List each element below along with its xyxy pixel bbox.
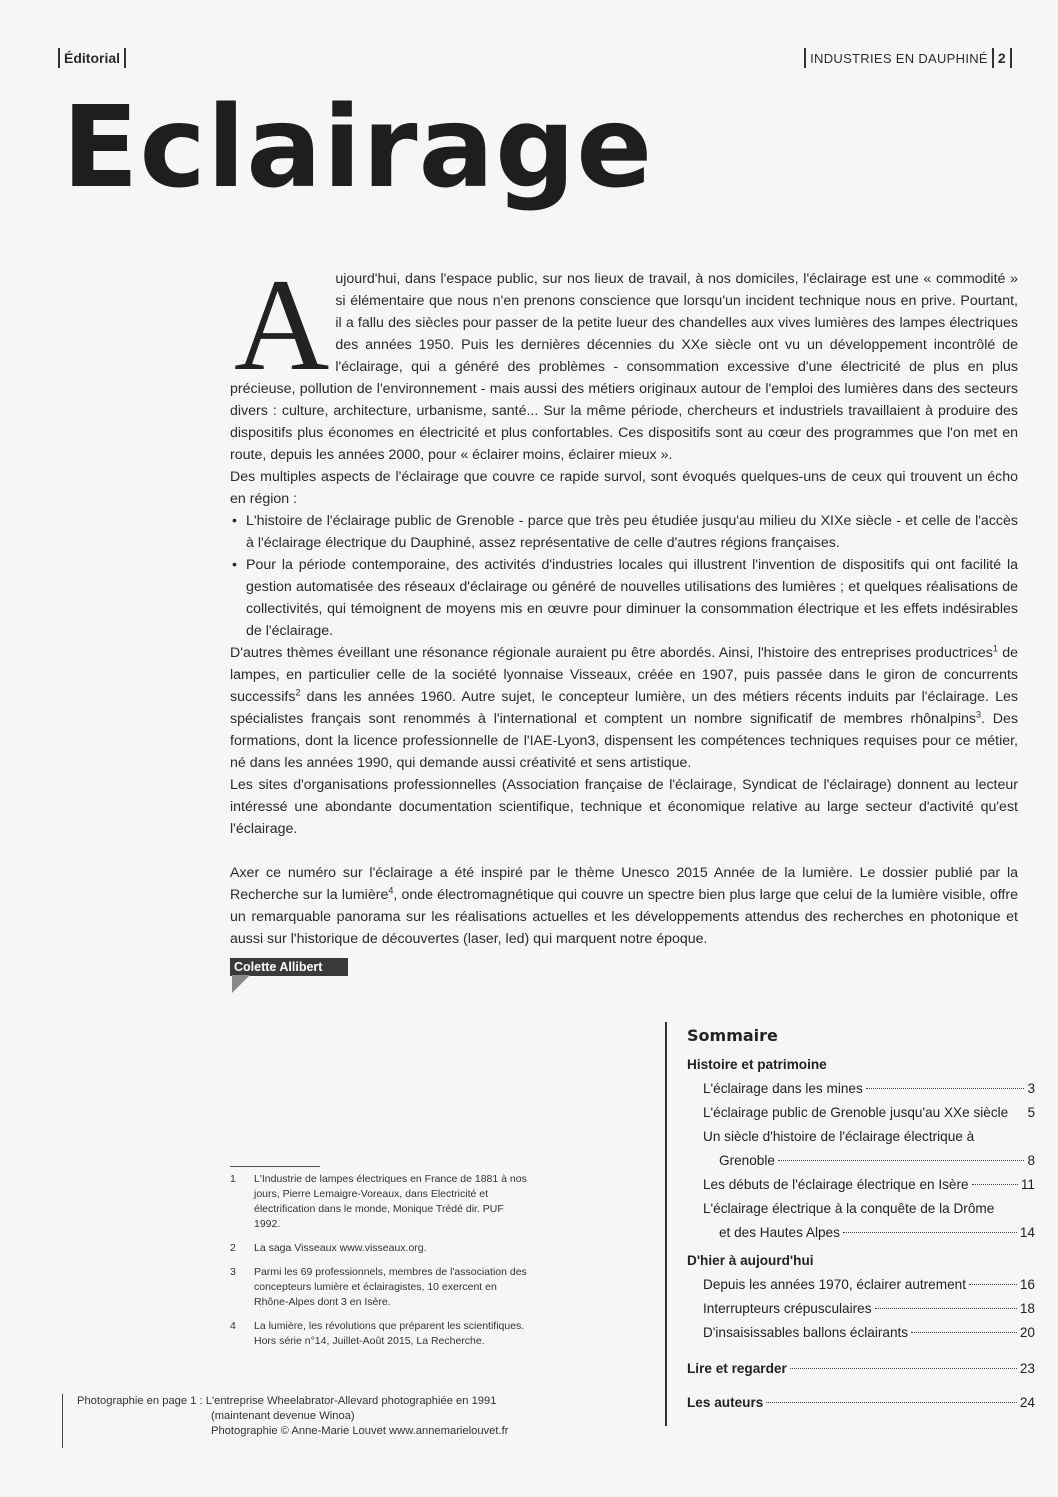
text-run: de lampes, en particulier celle de la société lyonnaise Visseaux, créée en 1907, puis passée dans le giron de concurrents successifs: [230, 645, 1018, 705]
header-divider: [1010, 48, 1012, 68]
toc-leader: [911, 1332, 1017, 1333]
toc-leader: [778, 1160, 1025, 1161]
toc-entry-title: Lire et regarder: [687, 1361, 787, 1376]
paragraph-intro-text: ujourd'hui, dans l'espace public, sur nos lieux de travail, à nos domiciles, l'éclairage est une « commodité » si élémentaire que nous n'en prenons conscience que lorsqu'un incident technique nous en prive. Pourtant, il a fallu des siècles pour passer de la petite lueur des chandelles aux vives lumières des lampes électriques des années 1950. Puis les dernières décennies du XXe siècle ont vu un développement incontrôlé de l'éclairage, qui a généré des problèmes - consommation excessive d'une électricité de plus en plus précieuse, pollution de l'environnement - mais aussi des métiers originaux autour de l'emploi des lumières dans des secteurs divers : culture, architecture, urbanisme, santé... Sur la même période, chercheurs et industriels travaillaient à produire des dispositifs plus économes en électricité et plus confortables. Ces dispositifs sont au cœur des programmes que l'on met en route, depuis les années 2000, pour « éclairer moins, éclairer mieux ».: [230, 271, 1018, 463]
footnote-ref: 3: [976, 709, 982, 720]
toc-section-heading: D'hier à aujourd'hui: [687, 1253, 814, 1268]
footnote-text: Parmi les 69 professionnels, membres de l'association des concepteurs lumière et éclairagistes, 10 exercent en Rhône-Alpes dont 3 en Isère.: [254, 1266, 527, 1308]
footnote-ref: 1: [992, 643, 998, 654]
toc-entry-page: 20: [1019, 1325, 1035, 1340]
toc-entry-page: 14: [1019, 1225, 1035, 1240]
publication-name: INDUSTRIES EN DAUPHINÉ: [810, 51, 988, 66]
toc-entry-title: L'éclairage électrique à la conquête de la Drôme: [703, 1201, 995, 1216]
footnote-text: La saga Visseaux www.visseaux.org.: [254, 1242, 427, 1254]
toc-leader: [790, 1368, 1017, 1369]
toc-entry-title: Les auteurs: [687, 1395, 764, 1410]
paragraph-aspects: Des multiples aspects de l'éclairage que couvre ce rapide survol, sont évoqués quelques-uns de ceux qui trouvent un écho en région :: [230, 469, 1018, 507]
author-name: Colette Allibert: [230, 958, 348, 976]
toc-entry[interactable]: [687, 1077, 1035, 1101]
toc-entry-title: Depuis les années 1970, éclairer autrement: [703, 1277, 966, 1292]
footnote-number: 2: [230, 1242, 236, 1254]
toc-entry[interactable]: [687, 1297, 1035, 1321]
table-of-contents: [665, 1022, 1035, 1426]
footnote-ref: 2: [295, 687, 301, 698]
toc-entry-page: 23: [1019, 1361, 1035, 1376]
toc-entry-page: 16: [1019, 1277, 1035, 1292]
text-run: dans les années 1960. Autre sujet, le concepteur lumière, un des métiers récents induits par l'éclairage. Les spécialistes français sont renommés à l'international et comptent un nombre significatif de membres rhônalpins: [230, 689, 1018, 727]
toc-entry-title-cont: et des Hautes Alpes: [719, 1225, 840, 1240]
toc-entry-title: D'insaisissables ballons éclairants: [703, 1325, 909, 1340]
toc-leader: [843, 1232, 1017, 1233]
photo-credit-line: Photographie en page 1 : L'entreprise Wheelabrator-Allevard photographiée en 1991: [77, 1395, 497, 1407]
text-run: , onde électromagnétique qui couvre un spectre bien plus large que celui de la lumière visible, offre un remarquable panorama sur les réalisations actuelles et les développements attendus des recherches en photonique et aussi sur l'historique de découvertes (laser, led) qui marquent notre époque.: [230, 887, 1018, 947]
toc-leader: [766, 1402, 1017, 1403]
paragraph-unesco: [230, 862, 1018, 950]
toc-entry[interactable]: [687, 1273, 1035, 1297]
toc-entry-continuation[interactable]: [687, 1221, 1035, 1245]
toc-leader: [866, 1088, 1025, 1089]
footnote-number: 1: [230, 1173, 236, 1185]
toc-entry-title: L'éclairage public de Grenoble jusqu'au XXe siècle: [703, 1105, 1009, 1120]
toc-section-heading: Histoire et patrimoine: [687, 1057, 827, 1072]
footnote: [230, 1172, 530, 1232]
toc-leader: [972, 1184, 1018, 1185]
toc-entry-page: 11: [1020, 1177, 1035, 1192]
page-number: 2: [997, 50, 1006, 66]
section-label: Éditorial: [58, 48, 126, 68]
list-item: • Pour la période contemporaine, des activités d'industries locales qui illustrent l'invention de dispositifs qui ont facilité la gestion automatisée des réseaux d'éclairage ou généré de nouvelles utilisations des lumières ; et quelques réalisations de collectivités, qui témoignent de moyens mis en œuvre pour diminuer la consommation électrique et les effets indésirables de l'éclairage.: [230, 554, 1018, 642]
footnote: [230, 1265, 530, 1310]
text-run: Axer ce numéro sur l'éclairage a été inspiré par le thème Unesco 2015 Année de la lumière. Le dossier publié par la Recherche sur la lumière: [230, 865, 1018, 903]
header-divider: [992, 48, 994, 68]
toc-entry-title: Un siècle d'histoire de l'éclairage électrique à: [703, 1129, 975, 1144]
header-divider: [804, 48, 806, 68]
toc-title: Sommaire: [687, 1026, 778, 1045]
list-item: • L'histoire de l'éclairage public de Grenoble - parce que très peu étudiée jusqu'au milieu du XIXe siècle - et celle de l'accès à l'éclairage électrique du Dauphiné, assez représentative de celle d'autres régions françaises.: [230, 510, 1018, 554]
footnote-number: 3: [230, 1266, 236, 1278]
toc-entry-page: 8: [1027, 1153, 1035, 1168]
toc-entry-page: 18: [1019, 1301, 1035, 1316]
footnote: [230, 1319, 530, 1349]
toc-entry[interactable]: [687, 1101, 1035, 1125]
footnote-text: La lumière, les révolutions que préparent les scientifiques. Hors série n°14, Juillet-Août 2015, La Recherche.: [254, 1320, 525, 1347]
toc-entry-title-cont: Grenoble: [719, 1153, 775, 1168]
toc-entry[interactable]: [687, 1173, 1035, 1197]
toc-entry-title: Les débuts de l'éclairage électrique en Isère: [703, 1177, 969, 1192]
toc-entry-page: 5: [1027, 1105, 1035, 1120]
page-title: Eclairage: [62, 83, 654, 213]
footnote: [230, 1241, 530, 1256]
author-tab-decoration: [232, 975, 250, 993]
drop-cap: A: [234, 251, 330, 398]
bullet-list: [230, 510, 1018, 642]
toc-entry[interactable]: [687, 1197, 1035, 1221]
toc-extra-entry[interactable]: [687, 1391, 1035, 1415]
toc-entry-title: Interrupteurs crépusculaires: [703, 1301, 872, 1316]
text-run: D'autres thèmes éveillant une résonance régionale auraient pu être abordés. Ainsi, l'histoire des entreprises productrices: [230, 645, 993, 661]
photo-credit-line: (maintenant devenue Winoa): [211, 1410, 355, 1422]
toc-entry-page: 3: [1027, 1081, 1035, 1096]
toc-extra-entry[interactable]: [687, 1357, 1035, 1381]
footnote-number: 4: [230, 1320, 236, 1332]
footnotes: [230, 1172, 530, 1358]
toc-leader: [875, 1308, 1017, 1309]
running-header: [800, 48, 1016, 68]
toc-entry[interactable]: [687, 1125, 1035, 1149]
toc-entry-continuation[interactable]: [687, 1149, 1035, 1173]
paragraph-intro: [230, 251, 1018, 466]
footnote-ref: 4: [388, 885, 394, 896]
paragraph-themes: [230, 642, 1018, 774]
text-run: . Des formations, dont la licence professionnelle de l'IAE-Lyon3, dispensent les compétences techniques requises pour ce métier, né dans les années 1990, qui demande aussi créativité et sens artistique.: [230, 711, 1019, 771]
paragraph-gap: [230, 840, 1018, 862]
footnote-text: L'Industrie de lampes électriques en France de 1881 à nos jours, Pierre Lemaigre-Voreaux, dans Electricité et électrification dans le monde, Monique Trédé dir. PUF 1992.: [254, 1173, 527, 1230]
photo-credit-line: Photographie © Anne-Marie Louvet www.annemarielouvet.fr: [211, 1425, 509, 1437]
footnote-rule: [230, 1166, 320, 1167]
toc-entry-page: 24: [1019, 1395, 1035, 1410]
photo-credit: [62, 1394, 508, 1448]
toc-entry-title: L'éclairage dans les mines: [703, 1081, 863, 1096]
toc-entry[interactable]: [687, 1321, 1035, 1345]
paragraph-sites: Les sites d'organisations professionnelles (Association française de l'éclairage, Syndicat de l'éclairage) donnent au lecteur intéressé une abondante documentation scientifique, technique et économique relative au large secteur d'activité qu'est l'éclairage.: [230, 777, 1018, 837]
toc-leader: [969, 1284, 1017, 1285]
editorial-body: [230, 251, 1019, 950]
